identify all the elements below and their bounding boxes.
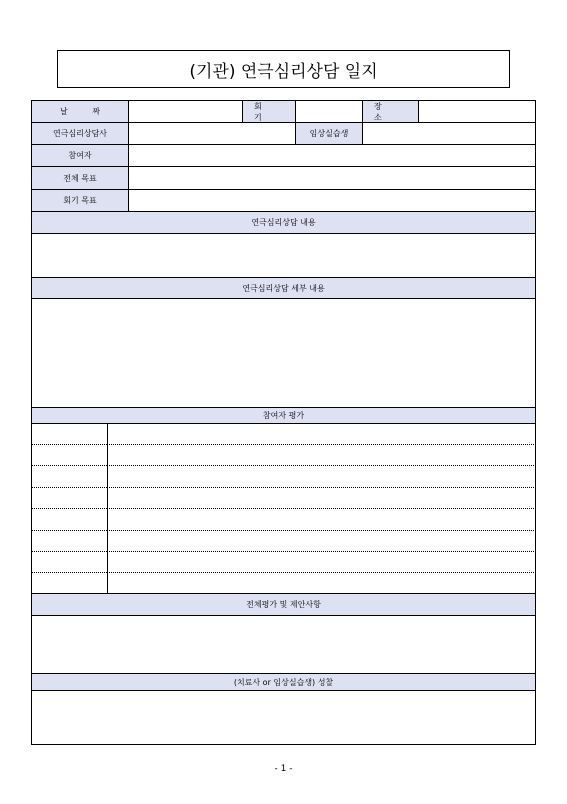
content-field[interactable]: [31, 233, 536, 277]
evaluation-comment-cell[interactable]: [107, 572, 536, 593]
evaluation-comment-cell[interactable]: [107, 444, 536, 465]
participants-label: 참여자: [31, 144, 128, 166]
counselor-field[interactable]: [128, 122, 295, 144]
evaluation-comment-cell[interactable]: [107, 551, 536, 572]
trainee-field[interactable]: [362, 122, 536, 144]
overall-eval-field[interactable]: [31, 615, 536, 673]
counselor-label: 연극심리상담사: [31, 122, 128, 144]
evaluation-participant-name-cell[interactable]: [31, 530, 107, 551]
overall-eval-section-header: 전체평가 및 제안사항: [31, 593, 536, 615]
place-field[interactable]: [418, 100, 536, 122]
evaluation-participant-name-cell[interactable]: [31, 508, 107, 530]
evaluation-participant-name-cell[interactable]: [31, 444, 107, 465]
evaluation-comment-cell[interactable]: [107, 423, 536, 444]
content-section-header: 연극심리상담 내용: [31, 211, 536, 233]
participants-field[interactable]: [128, 144, 536, 166]
detail-section-header: 연극심리상담 세부 내용: [31, 277, 536, 298]
date-field[interactable]: [128, 100, 242, 122]
evaluation-section-header: 참여자 평가: [31, 407, 536, 423]
session-field[interactable]: [295, 100, 362, 122]
evaluation-participant-name-cell[interactable]: [31, 572, 107, 593]
document-title: (기관) 연극심리상담 일지: [57, 50, 510, 88]
session-label: 회 기: [242, 100, 295, 122]
session-goal-field[interactable]: [128, 189, 536, 211]
evaluation-participant-name-cell[interactable]: [31, 423, 107, 444]
evaluation-comment-cell[interactable]: [107, 530, 536, 551]
place-label: 장 소: [362, 100, 418, 122]
overall-goal-field[interactable]: [128, 166, 536, 189]
page-number: - 1 -: [274, 764, 293, 774]
evaluation-comment-cell[interactable]: [107, 465, 536, 487]
overall-goal-label: 전체 목표: [31, 166, 128, 189]
trainee-label: 임상실습생: [295, 122, 362, 144]
evaluation-participant-name-cell[interactable]: [31, 465, 107, 487]
evaluation-comment-cell[interactable]: [107, 508, 536, 530]
evaluation-comment-cell[interactable]: [107, 487, 536, 508]
evaluation-participant-name-cell[interactable]: [31, 487, 107, 508]
reflection-section-header: (치료사 or 임상실습생) 성찰: [31, 673, 536, 690]
session-goal-label: 회기 목표: [31, 189, 128, 211]
evaluation-participant-name-cell[interactable]: [31, 551, 107, 572]
date-label: 날 짜: [31, 100, 128, 122]
detail-field[interactable]: [31, 298, 536, 407]
reflection-field[interactable]: [31, 690, 536, 745]
